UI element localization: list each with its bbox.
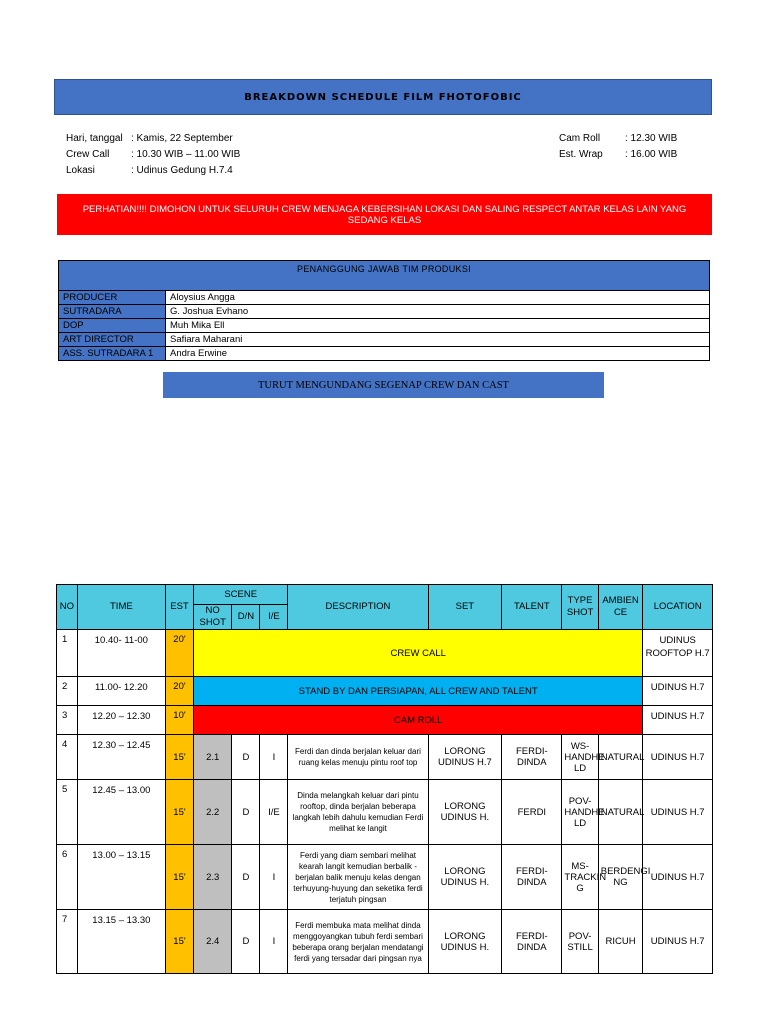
- row-description: Ferdi dan dinda berjalan keluar dari ruang kelas menuju pintu roof top: [288, 735, 428, 780]
- row-talent: FERDI: [502, 780, 562, 845]
- crew-call-banner: CREW CALL: [193, 630, 642, 677]
- team-member: G. Joshua Evhano: [166, 305, 710, 319]
- row-ie: I: [260, 735, 288, 780]
- row-ambience: BERDENGI NG: [598, 845, 643, 910]
- row-dn: D: [232, 735, 260, 780]
- row-dn: D: [232, 845, 260, 910]
- schedule-info-right: [559, 131, 677, 163]
- row-est: 15': [165, 845, 193, 910]
- row-est: 10': [165, 706, 193, 735]
- team-member: Muh Mika Ell: [166, 319, 710, 333]
- row-set: LORONG UDINUS H.: [428, 845, 502, 910]
- breakdown-schedule-table: [56, 584, 713, 974]
- row-time: 13.00 – 13.15: [77, 845, 165, 910]
- row-no: 5: [57, 780, 78, 845]
- row-est: 20': [165, 677, 193, 706]
- document-title: BREAKDOWN SCHEDULE FILM FHOTOFOBIC: [54, 79, 712, 115]
- row-no: 6: [57, 845, 78, 910]
- team-row: [59, 347, 710, 361]
- row-type-shot: POV- HANDHE LD: [562, 780, 598, 845]
- row-talent: FERDI- DINDA: [502, 910, 562, 974]
- col-no-shot: NO SHOT: [193, 605, 231, 630]
- row-ie: I: [260, 910, 288, 974]
- row-ie: I/E: [260, 780, 288, 845]
- row-no: 7: [57, 910, 78, 974]
- col-ie: I/E: [260, 605, 288, 630]
- info-date: [66, 131, 240, 147]
- team-row: [59, 333, 710, 347]
- row-dn: D: [232, 910, 260, 974]
- row-ie: I: [260, 845, 288, 910]
- info-label: Hari, tanggal: [66, 133, 123, 144]
- team-role: SUTRADARA: [59, 305, 166, 319]
- info-value: : Kamis, 22 September: [131, 133, 233, 144]
- row-time: 13.15 – 13.30: [77, 910, 165, 974]
- row-type-shot: WS- HANDHE LD: [562, 735, 598, 780]
- info-label: Lokasi: [66, 165, 95, 176]
- row-description: Dinda melangkah keluar dari pintu rooftop, dinda berjalan beberapa langkah lebih dahulu kemudian Ferdi melihat ke langit: [288, 780, 428, 845]
- row-no: 4: [57, 735, 78, 780]
- table-row: [57, 677, 713, 706]
- team-row: [59, 305, 710, 319]
- col-dn: D/N: [232, 605, 260, 630]
- row-location: UDINUS H.7: [643, 845, 713, 910]
- row-set: LORONG UDINUS H.: [428, 910, 502, 974]
- team-role: PRODUCER: [59, 291, 166, 305]
- row-ambience: NATURAL: [598, 780, 643, 845]
- info-value: : Udinus Gedung H.7.4: [131, 165, 233, 176]
- row-set: LORONG UDINUS H.7: [428, 735, 502, 780]
- team-member: Safiara Maharani: [166, 333, 710, 347]
- info-label: Cam Roll: [559, 133, 601, 144]
- row-est: 15': [165, 910, 193, 974]
- team-role: ART DIRECTOR: [59, 333, 166, 347]
- row-est: 20': [165, 630, 193, 677]
- info-crew-call: [66, 147, 240, 163]
- row-talent: FERDI- DINDA: [502, 845, 562, 910]
- info-location: [66, 163, 240, 179]
- col-time: TIME: [77, 585, 165, 630]
- team-role: ASS. SUTRADARA 1: [59, 347, 166, 361]
- row-location: UDINUS H.7: [643, 706, 713, 735]
- info-est-wrap: [559, 147, 677, 163]
- col-ambience: AMBIEN CE: [598, 585, 643, 630]
- row-dn: D: [232, 780, 260, 845]
- standby-banner: STAND BY DAN PERSIAPAN, ALL CREW AND TALENT: [193, 677, 642, 706]
- schedule-info-left: [66, 131, 240, 179]
- row-ambience: NATURAL: [598, 735, 643, 780]
- team-role: DOP: [59, 319, 166, 333]
- row-location: UDINUS ROOFTOP H.7: [643, 630, 713, 677]
- invite-banner: TURUT MENGUNDANG SEGENAP CREW DAN CAST: [163, 372, 604, 398]
- info-label: Crew Call: [66, 149, 110, 160]
- row-shot: 2.2: [193, 780, 231, 845]
- row-shot: 2.3: [193, 845, 231, 910]
- info-value: : 10.30 WIB – 11.00 WIB: [131, 149, 241, 160]
- table-row: [57, 845, 713, 910]
- row-est: 15': [165, 735, 193, 780]
- row-shot: 2.1: [193, 735, 231, 780]
- row-type-shot: POV- STILL: [562, 910, 598, 974]
- col-type-shot: TYPE SHOT: [562, 585, 598, 630]
- col-description: DESCRIPTION: [288, 585, 428, 630]
- row-time: 12.30 – 12.45: [77, 735, 165, 780]
- row-location: UDINUS H.7: [643, 910, 713, 974]
- row-talent: FERDI- DINDA: [502, 735, 562, 780]
- team-row: [59, 319, 710, 333]
- info-value: : 16.00 WIB: [625, 149, 678, 160]
- row-location: UDINUS H.7: [643, 677, 713, 706]
- info-label: Est. Wrap: [559, 149, 603, 160]
- col-talent: TALENT: [502, 585, 562, 630]
- row-shot: 2.4: [193, 910, 231, 974]
- team-row: [59, 291, 710, 305]
- row-time: 12.20 – 12.30: [77, 706, 165, 735]
- row-time: 12.45 – 13.00: [77, 780, 165, 845]
- team-member: Aloysius Angga: [166, 291, 710, 305]
- cam-roll-banner: CAM ROLL: [193, 706, 642, 735]
- col-location: LOCATION: [643, 585, 713, 630]
- row-time: 10.40- 11-00: [77, 630, 165, 677]
- row-est: 15': [165, 780, 193, 845]
- col-est: EST: [165, 585, 193, 630]
- info-cam-roll: [559, 131, 677, 147]
- team-member: Andra Erwine: [166, 347, 710, 361]
- row-description: Ferdi membuka mata melihat dinda menggoyangkan tubuh ferdi sembari beberapa orang berjalan mendatangi ferdi yang tersadar dari pingsan nya: [288, 910, 428, 974]
- table-row: [57, 780, 713, 845]
- production-team-table: [58, 260, 710, 361]
- info-value: : 12.30 WIB: [625, 133, 678, 144]
- col-scene: SCENE: [193, 585, 287, 605]
- row-location: UDINUS H.7: [643, 780, 713, 845]
- row-no: 2: [57, 677, 78, 706]
- table-row: [57, 630, 713, 677]
- row-location: UDINUS H.7: [643, 735, 713, 780]
- row-ambience: RICUH: [598, 910, 643, 974]
- row-description: Ferdi yang diam sembari melihat kearah langit kemudian berbalik - berjalan balik menuju kelas dengan terhuyung-huyung dan seketika ferdi terjatuh pingsan: [288, 845, 428, 910]
- team-table-header: PENANGGUNG JAWAB TIM PRODUKSI: [59, 261, 710, 291]
- row-no: 3: [57, 706, 78, 735]
- row-type-shot: MS- TRACKIN G: [562, 845, 598, 910]
- row-set: LORONG UDINUS H.: [428, 780, 502, 845]
- row-no: 1: [57, 630, 78, 677]
- row-time: 11.00- 12.20: [77, 677, 165, 706]
- table-row: [57, 706, 713, 735]
- col-no: NO: [57, 585, 78, 630]
- warning-banner: PERHATIAN!!!! DIMOHON UNTUK SELURUH CREW MENJAGA KEBERSIHAN LOKASI DAN SALING RESPECT ANTAR KELAS LAIN YANG SEDANG KELAS: [57, 194, 712, 235]
- table-row: [57, 910, 713, 974]
- table-row: [57, 735, 713, 780]
- col-set: SET: [428, 585, 502, 630]
